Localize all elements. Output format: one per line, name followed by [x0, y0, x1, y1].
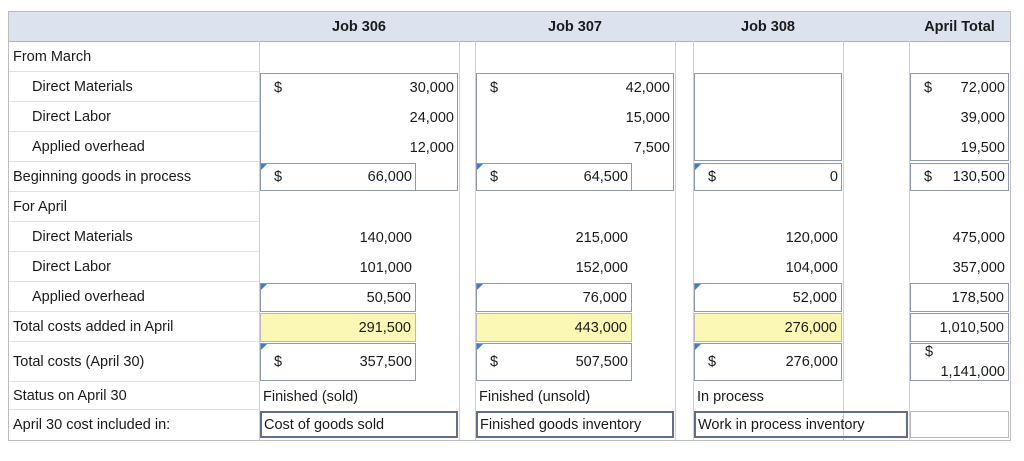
job306-dm2[interactable]: 140,000: [359, 229, 412, 246]
job-cost-table: [8, 11, 1011, 441]
job307-bgip-dollar: $: [490, 169, 499, 185]
total-total-dollar: $: [925, 344, 934, 360]
job308-added[interactable]: 276,000: [694, 313, 842, 342]
row-label-applied-overhead: Applied overhead: [9, 132, 259, 162]
job308-total-costs[interactable]: 276,000: [785, 354, 838, 370]
job307-dm2[interactable]: 215,000: [575, 229, 628, 246]
col-border: [675, 41, 676, 440]
job307-bgip[interactable]: 64,500: [583, 169, 628, 185]
job307-total-costs[interactable]: 507,500: [575, 354, 628, 370]
job306-bgip-dollar: $: [274, 169, 283, 185]
job307-dl2[interactable]: 152,000: [575, 259, 628, 276]
header-job-306: Job 306: [259, 12, 459, 42]
header-april-total: April Total: [909, 12, 1010, 42]
header-job-308: Job 308: [693, 12, 843, 42]
row-label-status: Status on April 30: [9, 382, 259, 410]
total-dl1[interactable]: 39,000: [960, 109, 1005, 126]
job306-oh2[interactable]: 50,500: [260, 283, 416, 312]
row-label-direct-labor: Direct Labor: [9, 102, 259, 132]
total-bgip[interactable]: 130,500: [952, 169, 1005, 185]
header-gap: [843, 12, 909, 42]
row-label-for-april: For April: [9, 192, 259, 222]
job306-dm1-dollar: $: [274, 79, 283, 96]
total-dm1[interactable]: 72,000: [960, 79, 1005, 96]
job308-included[interactable]: Work in process inventory: [694, 411, 908, 438]
job307-included[interactable]: Finished goods inventory: [476, 411, 674, 438]
total-dm1-dollar: $: [924, 79, 933, 96]
job306-status[interactable]: Finished (sold): [263, 388, 359, 405]
col-border: [459, 41, 460, 440]
job306-bgip[interactable]: 66,000: [367, 169, 412, 185]
job307-oh1[interactable]: 7,500: [633, 139, 670, 156]
job308-dm2[interactable]: 120,000: [785, 229, 838, 246]
total-total-costs[interactable]: 1,141,000: [940, 363, 1005, 380]
job307-dm1-dollar: $: [490, 79, 499, 96]
total-included-empty: [910, 411, 1009, 438]
job307-oh2[interactable]: 76,000: [476, 283, 632, 312]
row-label-applied-overhead: Applied overhead: [9, 282, 259, 312]
job307-total-dollar: $: [490, 354, 499, 370]
job308-bgip[interactable]: 0: [829, 169, 838, 185]
job308-oh2[interactable]: 52,000: [694, 283, 842, 312]
header-blank: [9, 12, 259, 42]
total-bgip-dollar: $: [924, 169, 933, 185]
row-label-total-added: Total costs added in April: [9, 312, 259, 342]
job307-dl1[interactable]: 15,000: [625, 109, 670, 126]
header-job-307: Job 307: [475, 12, 675, 42]
row-label-from-march: From March: [9, 42, 259, 72]
job307-added[interactable]: 443,000: [476, 313, 632, 342]
row-label-total-costs: Total costs (April 30): [9, 342, 259, 382]
job306-dl1[interactable]: 24,000: [409, 109, 454, 126]
job306-dm1[interactable]: 30,000: [409, 79, 454, 96]
header-gap: [675, 12, 693, 42]
job306-dl2[interactable]: 101,000: [359, 259, 412, 276]
job306-total-dollar: $: [274, 354, 283, 370]
total-dl2[interactable]: 357,000: [952, 259, 1005, 276]
header-gap: [459, 12, 475, 42]
job307-status[interactable]: Finished (unsold): [479, 388, 591, 405]
job306-total-costs[interactable]: 357,500: [359, 354, 412, 370]
total-oh2[interactable]: 178,500: [910, 283, 1009, 312]
job308-dl2[interactable]: 104,000: [785, 259, 838, 276]
job308-march-box: [694, 73, 842, 161]
row-label-direct-materials: Direct Materials: [9, 222, 259, 252]
job308-bgip-dollar: $: [708, 169, 717, 185]
row-label-direct-labor: Direct Labor: [9, 252, 259, 282]
job307-dm1[interactable]: 42,000: [625, 79, 670, 96]
job308-total-dollar: $: [708, 354, 717, 370]
total-dm2[interactable]: 475,000: [952, 229, 1005, 246]
row-label-included: April 30 cost included in:: [13, 416, 171, 433]
row-label-direct-materials: Direct Materials: [9, 72, 259, 102]
job306-added[interactable]: 291,500: [260, 313, 416, 342]
total-added[interactable]: 1,010,500: [910, 313, 1009, 342]
col-border: [843, 41, 844, 440]
job308-status[interactable]: In process: [697, 388, 764, 405]
job306-included[interactable]: Cost of goods sold: [260, 411, 458, 438]
job306-oh1[interactable]: 12,000: [409, 139, 454, 156]
row-label-beginning-goods: Beginning goods in process: [9, 162, 259, 192]
total-oh1[interactable]: 19,500: [960, 139, 1005, 156]
